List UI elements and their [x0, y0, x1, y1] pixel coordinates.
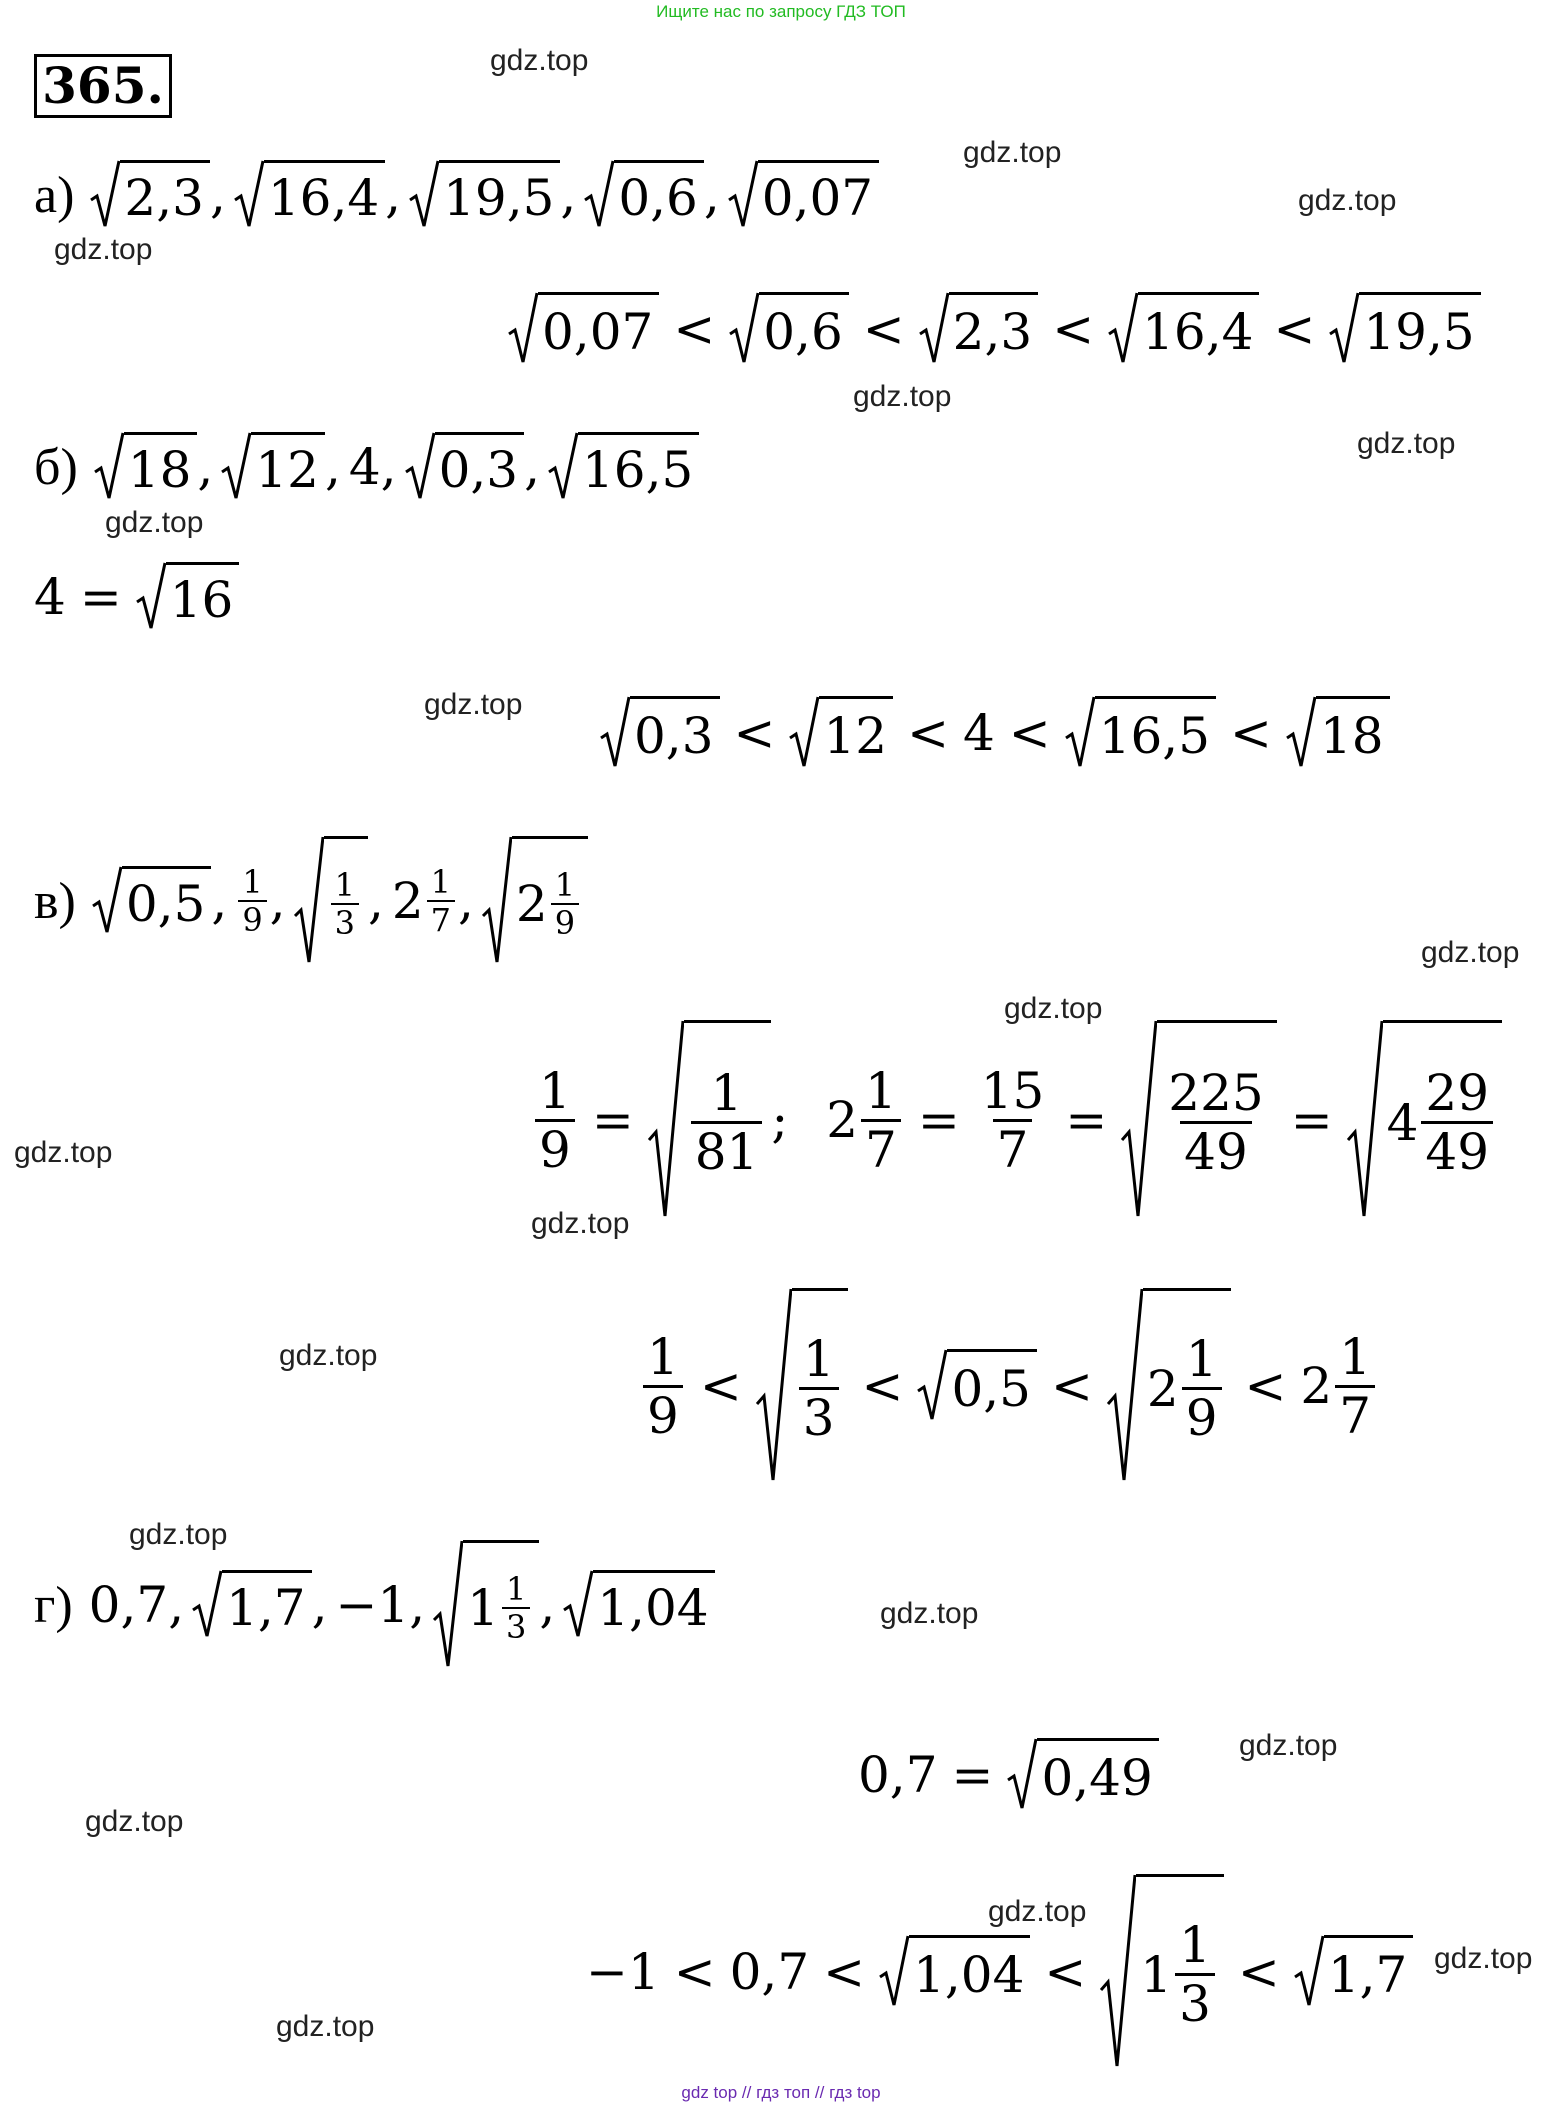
watermark: gdz.top — [1434, 1942, 1533, 1975]
bottom-banner: gdz top // гдз топ // гдз top — [681, 2083, 881, 2102]
sqrt: 12 — [221, 432, 325, 502]
fraction: $\frac{1}{7}$ — [427, 864, 455, 938]
sqrt: 0,5 — [917, 1349, 1037, 1423]
part-v-ordered: $\frac{1}{9}$ < $\frac{1}{3}$ < 0,5 < 2 $\frac{1}{9}$ < 2 $\frac{1}{7}$ — [640, 1286, 1378, 1486]
sqrt: 1,7 — [192, 1570, 312, 1640]
top-banner: Ищите нас по запросу ГДЗ ТОП — [656, 2, 906, 21]
part-g-conversion: 0,7 = 0,49 — [858, 1738, 1159, 1812]
sqrt: 4 $\frac{29}{49}$ — [1347, 1020, 1502, 1220]
sqrt: 18 — [1286, 696, 1390, 770]
watermark: gdz.top — [279, 1339, 378, 1372]
sqrt: 0,07 — [728, 160, 879, 230]
part-g-label: г) — [34, 1576, 73, 1634]
part-a-ordered: 0,07 < 0,6 < 2,3 < 16,4 < 19,5 — [508, 292, 1481, 366]
watermark: gdz.top — [880, 1597, 979, 1630]
part-v-given: в) 0,5 , $\frac{1}{9}$ , $\frac{1}{3}$ , 2 $\frac{1}{7}$ , 2 $\frac{1}{9}$ — [34, 836, 588, 966]
sqrt: 18 — [94, 432, 198, 502]
part-a-given: а) 2,3 , 16,4 , 19,5 , 0,6 , 0,07 — [34, 160, 879, 230]
part-v-conversion: $\frac{1}{9}$ = $\frac{1}{81}$ ; 2 $\frac{1}{7}$ = $\frac{15}{7}$ = $\frac{225}{49}$ = 4 $\frac{29}{49}$ — [532, 1020, 1502, 1220]
sqrt: 19,5 — [409, 160, 560, 230]
sqrt: 1,04 — [563, 1570, 714, 1640]
sqrt: $\frac{1}{3}$ — [756, 1288, 848, 1484]
watermark: gdz.top — [1004, 992, 1103, 1025]
watermark: gdz.top — [424, 688, 523, 721]
watermark: gdz.top — [105, 506, 204, 539]
part-a-label: а) — [34, 166, 75, 224]
sqrt: 16 — [136, 562, 240, 632]
watermark: gdz.top — [1239, 1729, 1338, 1762]
sqrt: $\frac{1}{81}$ — [648, 1020, 772, 1220]
fraction: $\frac{1}{9}$ — [238, 864, 266, 938]
watermark: gdz.top — [1298, 184, 1397, 217]
part-b-label: б) — [34, 438, 78, 496]
sqrt: 2,3 — [919, 292, 1039, 366]
sqrt: 12 — [789, 696, 893, 770]
fraction: $\frac{1}{9}$ — [643, 1329, 683, 1444]
sqrt: 0,3 — [405, 432, 525, 502]
watermark: gdz.top — [531, 1207, 630, 1240]
sqrt: 16,4 — [1108, 292, 1259, 366]
part-g-given: г) 0,7 , 1,7 , −1 , 1 $\frac{1}{3}$ , 1,04 — [34, 1540, 715, 1670]
task-number: 365. — [34, 54, 172, 118]
watermark: gdz.top — [54, 233, 153, 266]
sqrt: 16,4 — [234, 160, 385, 230]
watermark: gdz.top — [853, 380, 952, 413]
sqrt: 0,5 — [92, 866, 212, 936]
watermark: gdz.top — [14, 1136, 113, 1169]
sqrt: 16,5 — [548, 432, 699, 502]
fraction: $\frac{15}{7}$ — [980, 1061, 1045, 1179]
sqrt: 1 $\frac{1}{3}$ — [1100, 1874, 1224, 2070]
sqrt: 0,07 — [508, 292, 659, 366]
part-b-conversion: 4 = 16 — [34, 562, 239, 632]
watermark: gdz.top — [276, 2010, 375, 2043]
fraction: $\frac{1}{7}$ — [1335, 1329, 1375, 1444]
sqrt: 0,49 — [1007, 1738, 1158, 1812]
watermark: gdz.top — [1421, 936, 1520, 969]
sqrt: 0,3 — [600, 696, 720, 770]
sqrt: 0,6 — [729, 292, 849, 366]
sqrt: 2,3 — [90, 160, 210, 230]
watermark: gdz.top — [988, 1895, 1087, 1928]
watermark: gdz.top — [490, 44, 589, 77]
part-v-label: в) — [34, 872, 76, 930]
fraction: $\frac{1}{7}$ — [861, 1063, 901, 1178]
part-b-ordered: 0,3 < 12 < 4 < 16,5 < 18 — [600, 696, 1390, 770]
fraction: $\frac{1}{9}$ — [535, 1063, 575, 1178]
sqrt: 19,5 — [1329, 292, 1480, 366]
sqrt: 0,6 — [584, 160, 704, 230]
sqrt: 1,7 — [1294, 1935, 1414, 2009]
sqrt: 2 $\frac{1}{9}$ — [1107, 1288, 1231, 1484]
sqrt: $\frac{1}{3}$ — [294, 836, 368, 966]
part-b-given: б) 18 , 12 , 4 , 0,3 , 16,5 — [34, 432, 699, 502]
sqrt: $\frac{225}{49}$ — [1121, 1020, 1276, 1220]
watermark: gdz.top — [963, 136, 1062, 169]
part-g-ordered: −1 < 0,7 < 1,04 < 1 $\frac{1}{3}$ < 1,7 — [586, 1872, 1413, 2072]
sqrt: 2 $\frac{1}{9}$ — [482, 836, 588, 966]
watermark: gdz.top — [129, 1518, 228, 1551]
sqrt: 16,5 — [1065, 696, 1216, 770]
sqrt: 1 $\frac{1}{3}$ — [433, 1540, 539, 1670]
watermark: gdz.top — [85, 1805, 184, 1838]
sqrt: 1,04 — [879, 1935, 1030, 2009]
watermark: gdz.top — [1357, 427, 1456, 460]
